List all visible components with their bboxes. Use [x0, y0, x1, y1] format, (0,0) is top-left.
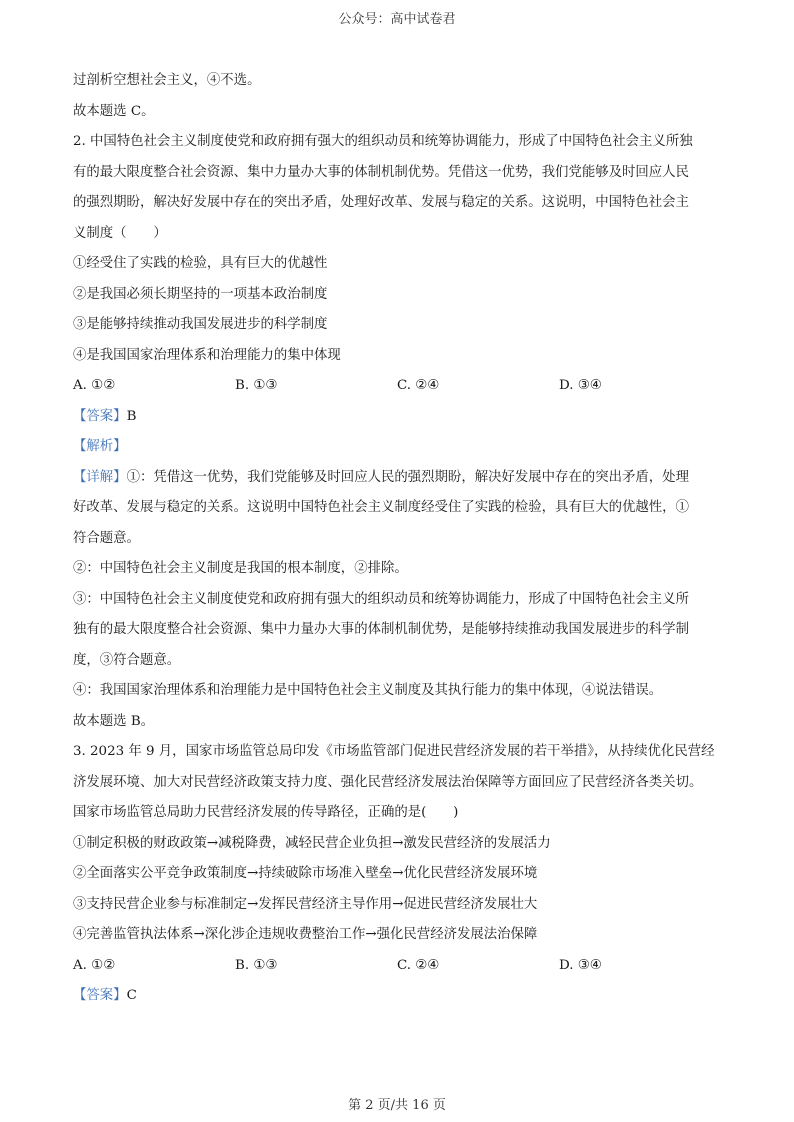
q2-option-a: A. ①②: [73, 378, 116, 393]
answer-value: B: [126, 408, 137, 424]
q2-statement: ①经受住了实践的检验，具有巨大的优越性: [73, 256, 328, 271]
q2-statement: ③是能够持续推动我国发展进步的科学制度: [73, 317, 328, 332]
q3-statement: ①制定积极的财政政策→减税降费，减轻民营企业负担→激发民营经济的发展活力: [73, 835, 551, 851]
q2-stem-line: 2. 中国特色社会主义制度使党和政府拥有强大的组织动员和统筹协调能力，形成了中国特色社会主义所独: [73, 134, 693, 149]
q2-detail-line: ③：中国特色社会主义制度使党和政府拥有强大的组织动员和统筹协调能力，形成了中国特色社会主义所: [73, 591, 689, 607]
q3-option-d: D. ③④: [559, 957, 602, 973]
question-2: [73, 127, 733, 737]
q2-statement: ②是我国必须长期坚持的一项基本政治制度: [73, 286, 328, 302]
answer-tag: 【答案】: [73, 988, 127, 1003]
q2-answer: [73, 402, 733, 433]
q3-statement: ②全面落实公平竞争政策制度→持续破除市场准入壁垒→优化民营经济发展环境: [73, 866, 538, 881]
q3-stem-line: 3. 2023 年 9 月，国家市场监管总局印发《市场监管部门促进民营经济发展的若干举措》，从持续优化民营经: [73, 744, 715, 759]
analysis-tag: 【解析】: [73, 439, 127, 454]
q2-options: [73, 371, 733, 402]
document-body: [73, 66, 733, 1012]
q2-detail-line: 好改革、发展与稳定的关系。这说明中国特色社会主义制度经受住了实践的检验，具有巨大的优越性，①: [73, 500, 689, 515]
q2-option-d: D. ③④: [559, 378, 602, 393]
answer-tag: 【答案】: [73, 408, 127, 424]
q2-stem-line: 有的最大限度整合社会资源、集中力量办大事的体制机制优势。凭借这一优势，我们党能够及时回应人民: [73, 164, 689, 180]
q3-options: [73, 951, 733, 982]
q3-stem-line: 国家市场监管总局助力民营经济发展的传导路径，正确的是( ): [73, 805, 459, 820]
q2-option-c: C. ②④: [397, 378, 440, 393]
q2-statement: ④是我国国家治理体系和治理能力的集中体现: [73, 347, 341, 363]
question-3: [73, 737, 733, 1012]
q3-option-c: C. ②④: [397, 957, 440, 973]
q1-tail-line: 过剖析空想社会主义，④不选。: [73, 73, 261, 88]
q3-answer: [73, 981, 733, 1012]
q2-analysis: [73, 432, 733, 463]
q2-detail-line: 度，③符合题意。: [73, 652, 181, 668]
q3-option-b: B. ①③: [235, 957, 278, 973]
q1-conclusion: 故本题选 C。: [73, 103, 155, 119]
q3-statement: ③支持民营企业参与标准制定→发挥民营经济主导作用→促进民营经济发展壮大: [73, 896, 538, 912]
q2-stem-line: 的强烈期盼，解决好发展中存在的突出矛盾，处理好改革、发展与稳定的关系。这说明，中国特色社会主: [73, 195, 689, 210]
detail-tag: 【详解】: [73, 469, 127, 485]
page-footer: 第 2 页/共 16 页: [348, 1098, 446, 1113]
q2-detail-line: 符合题意。: [73, 530, 140, 546]
q2-detail-line: ④：我国国家治理体系和治理能力是中国特色社会主义制度及其执行能力的集中体现，④说法错误。: [73, 683, 663, 698]
answer-value: C: [126, 988, 137, 1003]
q3-stem-line: 济发展环境、加大对民营经济政策支持力度、强化民营经济发展法治保障等方面回应了民营经济各类关切。: [73, 774, 703, 790]
q2-stem-line: 义制度（ ）: [73, 225, 167, 241]
page-header: 公众号：高中试卷君: [338, 12, 456, 27]
q2-detail-line: 【详解】①：凭借这一优势，我们党能够及时回应人民的强烈期盼，解决好发展中存在的突出矛盾，处理: [73, 469, 689, 485]
q2-option-b: B. ①③: [235, 378, 278, 393]
q2-detail-line: ②：中国特色社会主义制度是我国的根本制度，②排除。: [73, 561, 408, 576]
q3-statement: ④完善监管执法体系→深化涉企违规收费整治工作→强化民营经济发展法治保障: [73, 927, 538, 942]
q2-conclusion: 故本题选 B。: [73, 713, 155, 729]
q2-detail-line: 独有的最大限度整合社会资源、集中力量办大事的体制机制优势，是能够持续推动我国发展进步的科学制: [73, 622, 689, 637]
q3-option-a: A. ①②: [73, 957, 116, 973]
